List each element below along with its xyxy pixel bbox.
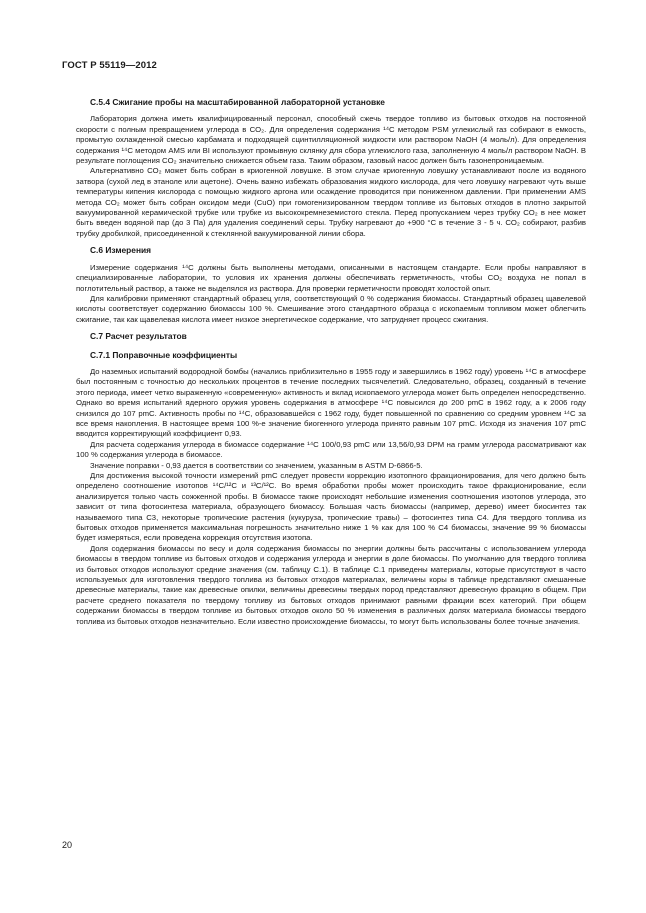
paragraph: Значение поправки - 0,93 дается в соответствии со значением, указанным в ASTM D-6866-5. <box>90 460 423 470</box>
page-number: 20 <box>62 840 73 850</box>
paragraph: Для калибровки применяют стандартный образец угля, соответствующий 0 % содержания биомассы. Стандартный образец щавелевой кислоты соответствует содержанию биомассы 100 %. Смешивание этого стандартного образца с ископаемым топливом может облегчить сжигание, так как щавелевая кислота имеет низкое энергетическое содержание, что затрудняет процесс сжигания. <box>76 293 586 324</box>
section-heading-c-7-1: С.7.1 Поправочные коэффициенты <box>90 349 238 360</box>
paragraph: Лаборатория должна иметь квалифицированный персонал, способный сжечь твердое топливо из бытовых отходов на постоянной скорости с полным превращением углерода в CO₂. Для определения содержания ¹⁴C методом PSM углекислый газ собирают в емкость, промытую охлажденной смесью карбамата и подходящей сцинтилляционной жидкости или раствором NaOH (4 моль/л). Для определения содержания ¹⁴C методом AMS или BI используют промывную склянку для сбора углекислого газа, заполненную 4 моль/л раствором NaOH. В результате поглощения CO₂ значительно снижается объем газа. Таким образом, газовый насос должен быть газонепроницаемым. <box>76 114 586 166</box>
section-heading-c-7: С.7 Расчет результатов <box>90 331 187 342</box>
paragraph: Измерение содержания ¹⁴C должны быть выполнены методами, описанными в настоящем стандарте. Если пробы направляют в специализированные лаборатории, то условия их хранения должны обеспечивать герметичность, чтобы CO₂ воздуха не попал в поглотительный раствор, а также не выделялся из раствора. Для проверки герметичности проводят холостой опыт. <box>76 262 586 293</box>
document-body <box>76 97 586 627</box>
paragraph: Для расчета содержания углерода в биомассе содержание ¹⁴C 100/0,93 pmC или 13,56/0,93 DPM на грамм углерода рассматривают как 100 % содержания углерода в биомассе. <box>76 439 586 460</box>
paragraph: Доля содержания биомассы по весу и доля содержания биомассы по энергии должны быть рассчитаны с использованием углерода биомассы в твердом топливе из бытовых отходов и содержания углерода и энергии в доле биомассы. По умолчанию для твердого топлива из бытовых отходов используют средние значения (см. таблицу С.1). В таблице С.1 приведены материалы, которые присутствуют в часто используемых для изготовления твердого топлива из бытовых отходов материалах, величины коры в таблице представляют смешанные древесные материалы, такие как древесные опилки, величины древесины твердых пород представляют древесную фракцию в общем. При расчете среднего показателя по твердому топливу из бытовых отходов принимают равными фракции всех категорий. При общем содержании биомассы в твердом топливе из бытовых отходов около 50 % изменения в различных долях материала биомассы твердого топлива из бытовых отходов незначительно. Если известно происхождение биомассы, то могут быть использованы более точные значения. <box>76 543 586 626</box>
standard-header: ГОСТ Р 55119—2012 <box>62 60 157 71</box>
paragraph: До наземных испытаний водородной бомбы (начались приблизительно в 1955 году и завершились в 1962 году) уровень ¹⁴C в атмосфере был постоянным с точностью до нескольких процентов в течение последних тысячелетий. Следовательно, образец, созданный в течение этого периода, имеет четко выраженную «современную» активность и вклад ископаемого углерода может быть определен непосредственно. Однако во время испытаний ядерного оружия уровень содержания в атмосфере ¹⁴C повысился до 200 pmC в 1962 году, а к 2006 году снизился до 107 pmC. Активность пробы по ¹⁴C, образовавшейся с 1962 году, будет повышенной по сравнению со средним уровнем ¹⁴C за все время накопления. В настоящее время 100 %-е значение биогенного углерода принято равным 107 pmC. Исходя из значения 107 pmC вводится корректирующий коэффициент 0,93. <box>76 366 586 439</box>
section-heading-c-5-4: С.5.4 Сжигание пробы на масштабированной лабораторной установке <box>90 97 385 107</box>
section-heading-c-6: С.6 Измерения <box>90 245 152 256</box>
paragraph: Альтернативно CO₂ может быть собран в криогенной ловушке. В этом случае криогенную ловушку устанавливают после из водяного затвора (сухой лед в этаноле или ацетоне). Очень важно избежать образования жидкого кислорода, для чего ловушку нагревают чуть выше температуры кипения кислорода с помощью жидкого аргона или осаждение проводится при пониженном давлении. При применении AMS метода CO₂ может быть собран оксидом меди (CuO) при гомогенизированном твердом топливе из бытовых отходов в плотно закрытой вакуумированной керамической трубке или трубке из высококремнеземистого стекла. Перед пропусканием через трубку CO₂ в нее может быть введен водяной пар (до 3 Па) для удаления соединений серы. Трубку нагревают до +900 °С в течение 3 - 5 ч. CO₂ собирают, разбив трубку дробилкой, присоединенной к стеклянной вакуумированной линии сбора. <box>76 166 586 238</box>
paragraph: Для достижения высокой точности измерений pmC следует провести коррекцию изотопного фракционирования, для чего должно быть определено соотношение изотопов ¹⁴C/¹²C и ¹³C/¹²C. Во время обработки пробы может происходить такое фракционирование, если анализируется только часть сожженной пробы. В биомассе также происходят небольшие изменения соотношения изотопов углерода, это зависит от типа фотосинтеза материала, образующего биомассу. Большая часть биомассы (например, дерево) имеет биосинтез так называемого типа С3, некоторые тропические растения (кукуруза, тропические травы) – фотосинтез типа С4. Для твердого топлива из бытовых отходов применяется максимальная погрешность значительно ниже 1 % как для 100 % С4 биомассы, значение 99 % биомассы будет измеряться, если проведена коррекция отсутствия изотопа. <box>76 471 586 543</box>
